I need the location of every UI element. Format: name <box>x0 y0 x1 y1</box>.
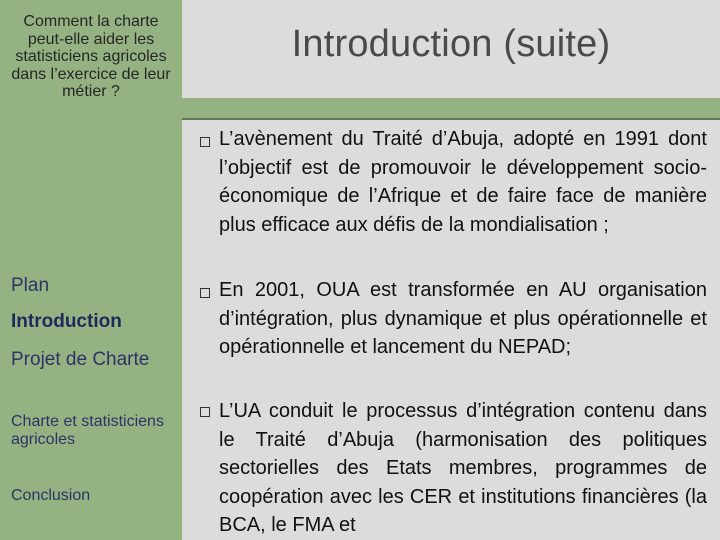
bullet-text-1: L’avènement du Traité d’Abuja, adopté en 1991 dont l’objectif est de promouvoir le développement socio-économique de l’Afrique et de faire face de manière plus efficace aux défis de la mondialisation ; <box>219 128 707 236</box>
bullet-text-2: En 2001, OUA est transformée en AU organisation d’intégration, plus dynamique et plus opérationnelle et opérationnelle et lancement du NEPAD; <box>219 279 707 358</box>
nav-projet-de-charte[interactable]: Projet de Charte <box>11 349 150 370</box>
slide-title: Introduction (suite) <box>291 23 611 65</box>
bullet-square-icon <box>200 137 210 147</box>
sidebar-question: Comment la charte peut-elle aider les statisticiens agricoles dans l’exercice de leur métier ? <box>11 13 171 100</box>
slide-header <box>182 0 720 98</box>
bullet-square-icon <box>200 288 210 298</box>
nav-plan[interactable]: Plan <box>11 275 50 296</box>
nav-introduction[interactable]: Introduction <box>11 311 122 332</box>
bullet-square-icon <box>200 407 210 417</box>
bullet-text-3: L’UA conduit le processus d’intégration contenu dans le Traité d’Abuja (harmonisation des politiques sectorielles des Etats membres, programmes de coopération avec les CER et institutions financières (la BCA, le FMA et <box>219 400 707 536</box>
slide-content <box>182 120 720 540</box>
header-band <box>182 98 720 118</box>
nav-charte-et-statisticiens[interactable]: Charte et statisticiens agricoles <box>11 413 164 448</box>
nav-conclusion[interactable]: Conclusion <box>11 487 91 504</box>
sidebar <box>0 0 182 540</box>
